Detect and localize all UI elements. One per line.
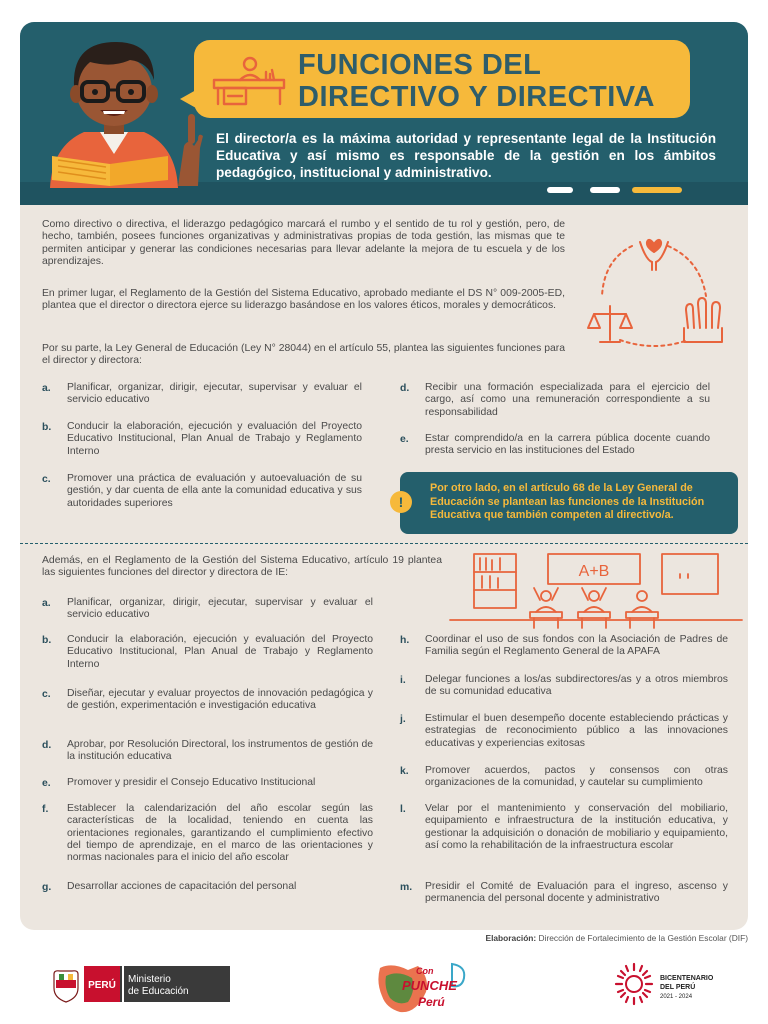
decor-dot bbox=[632, 187, 682, 193]
values-illustration bbox=[580, 220, 740, 352]
paragraph-1: Como directivo o directiva, el liderazgo pedagógico marcará el rumbo y el sentido de tu rol y gestión, pero, de hecho, también, posees funciones organizativas y administrativas propias de toda gestión, las mismas que te permiten anticipar y generar las condiciones necesarias para llevar adelante la mejora de tu escuela y de los aprendizajes. bbox=[42, 219, 565, 267]
list-marker: k. bbox=[400, 766, 409, 777]
list-item bbox=[400, 765, 728, 790]
bicentenario-line-1: BICENTENARIO bbox=[660, 975, 714, 982]
list-item bbox=[400, 382, 710, 419]
decor-dot bbox=[547, 187, 573, 193]
list-item bbox=[42, 473, 362, 510]
list-marker: g. bbox=[42, 882, 52, 893]
board-text: A+B bbox=[578, 563, 610, 580]
campaign-line-2: PUNCHE bbox=[402, 978, 457, 993]
list-marker: c. bbox=[42, 474, 51, 485]
list-text: Planificar, organizar, dirigir, ejecutar, supervisar y evaluar el servicio educativo bbox=[67, 382, 362, 406]
list-item bbox=[42, 634, 373, 671]
campaign-line-1: Con bbox=[416, 966, 434, 976]
paragraph-2: En primer lugar, el Reglamento de la Gestión del Sistema Educativo, aprobado mediante el DS N° 009-2005-ED, plantea que el director o directora ejerce su liderazgo basándose en los valores éticos, morales y democráticos. bbox=[42, 288, 565, 312]
paragraph-3: Por su parte, la Ley General de Educación (Ley N° 28044) en el artículo 55, plantea las siguientes funciones para el director y directora: bbox=[42, 343, 565, 367]
list-text: Estimular el buen desempeño docente estableciendo prácticas y estrategias de reconocimiento público a las innovaciones educativas y experiencias exitosas bbox=[425, 713, 728, 749]
bicentenario-logo bbox=[614, 962, 734, 1006]
campaign-logo bbox=[372, 958, 472, 1018]
list-text: Diseñar, ejecutar y evaluar proyectos de innovación pedagógica y de gestión, experimentación e investigación educativa bbox=[67, 688, 373, 712]
list-text: Presidir el Comité de Evaluación para el ingreso, ascenso y permanencia del personal docente y administrativo bbox=[425, 881, 728, 905]
list-marker: a. bbox=[42, 383, 51, 394]
list-text: Coordinar el uso de sus fondos con la Asociación de Padres de Familia según el Reglamento General de la APAFA bbox=[425, 634, 728, 658]
bicentenario-line-2: DEL PERÚ bbox=[660, 984, 696, 991]
footer bbox=[0, 948, 768, 1024]
list-marker: b. bbox=[42, 635, 52, 646]
list-marker: a. bbox=[42, 598, 51, 609]
intro-text: El director/a es la máxima autoridad y representante legal de la Institución Educativa y así mismo es responsable de la gestión en los ámbitos pedagógico, institucional y administrativo. bbox=[216, 131, 716, 180]
list-item bbox=[42, 421, 362, 458]
list-item bbox=[42, 382, 362, 407]
campaign-line-3: Perú bbox=[418, 995, 445, 1009]
list-item bbox=[42, 777, 373, 789]
list-text: Velar por el mantenimiento y conservación del mobiliario, equipamiento e infraestructura de la institución educativa, y gestionar la adquisición o donación de mobiliario y equipamiento, así como la rehabilitación de la infraestructura escolar bbox=[425, 803, 728, 851]
exclamation-icon: ! bbox=[390, 491, 412, 513]
list-item bbox=[400, 433, 710, 458]
peru-label: PERÚ bbox=[88, 980, 116, 991]
list-text: Promover una práctica de evaluación y autoevaluación de su gestión, y dar cuenta de ella ante la comunidad educativa y sus autoridades superiores bbox=[67, 473, 362, 509]
note-box bbox=[400, 472, 738, 534]
list-marker: j. bbox=[400, 714, 406, 725]
list-marker: e. bbox=[400, 434, 409, 445]
list-item bbox=[42, 597, 373, 622]
credits-label: Elaboración: bbox=[485, 933, 537, 943]
list-text: Conducir la elaboración, ejecución y evaluación del Proyecto Educativo Institucional, Plan Anual de Trabajo y Reglamento Interno bbox=[67, 421, 362, 457]
minedu-logo bbox=[50, 966, 230, 1004]
classroom-illustration bbox=[448, 550, 744, 630]
desk-icon bbox=[208, 54, 290, 106]
list-marker: c. bbox=[42, 689, 51, 700]
ministry-line-2: de Educación bbox=[128, 986, 189, 997]
list-marker: b. bbox=[42, 422, 52, 433]
bicentenario-line-3: 2021 - 2024 bbox=[660, 994, 693, 1000]
list-marker: d. bbox=[42, 740, 52, 751]
list-text: Promover acuerdos, pactos y consensos con otras organizaciones de la comunidad, y cautelar su cumplimiento bbox=[425, 765, 728, 789]
list-marker: l. bbox=[400, 804, 406, 815]
list-item bbox=[42, 881, 373, 893]
title-line-1: FUNCIONES DEL bbox=[298, 49, 542, 81]
content-card bbox=[20, 22, 748, 930]
list-item bbox=[42, 739, 373, 764]
credits-line bbox=[485, 933, 748, 943]
header-banner bbox=[20, 22, 748, 205]
list-item bbox=[400, 713, 728, 750]
list-item bbox=[400, 634, 728, 659]
list-item bbox=[42, 688, 373, 713]
list-text: Conducir la elaboración, ejecución y evaluación del Proyecto Educativo Institucional, Plan Anual de Trabajo y Reglamento Interno bbox=[67, 634, 373, 670]
list-text: Estar comprendido/a en la carrera pública docente cuando presta servicio en las instituciones del Estado bbox=[425, 433, 710, 457]
list-item bbox=[400, 803, 728, 852]
list-text: Desarrollar acciones de capacitación del personal bbox=[67, 881, 297, 892]
list-text: Delegar funciones a los/as subdirectores/as y a otros miembros de su comunidad educativa bbox=[425, 674, 728, 698]
list-marker: i. bbox=[400, 675, 406, 686]
list-marker: h. bbox=[400, 635, 410, 646]
title-line-2: DIRECTIVO Y DIRECTIVA bbox=[298, 81, 655, 113]
title-bubble bbox=[194, 40, 690, 118]
teacher-illustration bbox=[38, 28, 213, 188]
section-divider bbox=[20, 543, 748, 544]
credits-text: Dirección de Fortalecimiento de la Gestión Escolar (DIF) bbox=[538, 933, 748, 943]
list-item bbox=[400, 674, 728, 699]
list-marker: m. bbox=[400, 882, 413, 893]
list-text: Aprobar, por Resolución Directoral, los instrumentos de gestión de la institución educativa bbox=[67, 739, 373, 763]
list-text: Planificar, organizar, dirigir, ejecutar, supervisar y evaluar el servicio educativo bbox=[67, 597, 373, 621]
list-item bbox=[42, 803, 373, 864]
section2-intro: Además, en el Reglamento de la Gestión del Sistema Educativo, artículo 19 plantea las siguientes funciones del director y directora de IE: bbox=[42, 555, 442, 579]
list-text: Recibir una formación especializada para el ejercicio del cargo, así como una remuneración correspondiente a su responsabilidad bbox=[425, 382, 710, 418]
note-text: Por otro lado, en el artículo 68 de la Ley General de Educación se plantean las funciones de la Institución Educativa que también competen al directivo/a. bbox=[430, 482, 705, 522]
list-item bbox=[400, 881, 728, 906]
list-marker: d. bbox=[400, 383, 410, 394]
list-text: Establecer la calendarización del año escolar según las características de la localidad, teniendo en cuenta las orientaciones regionales, garantizando el cumplimiento efectivo del tiempo de aprendizaje, en el marco de las orientaciones y normas nacionales para el inicio del año escolar bbox=[67, 803, 373, 864]
decor-dot bbox=[590, 187, 620, 193]
list-text: Promover y presidir el Consejo Educativo Institucional bbox=[67, 777, 316, 788]
list-marker: f. bbox=[42, 804, 49, 815]
list-marker: e. bbox=[42, 778, 51, 789]
ministry-line-1: Ministerio bbox=[128, 974, 171, 985]
